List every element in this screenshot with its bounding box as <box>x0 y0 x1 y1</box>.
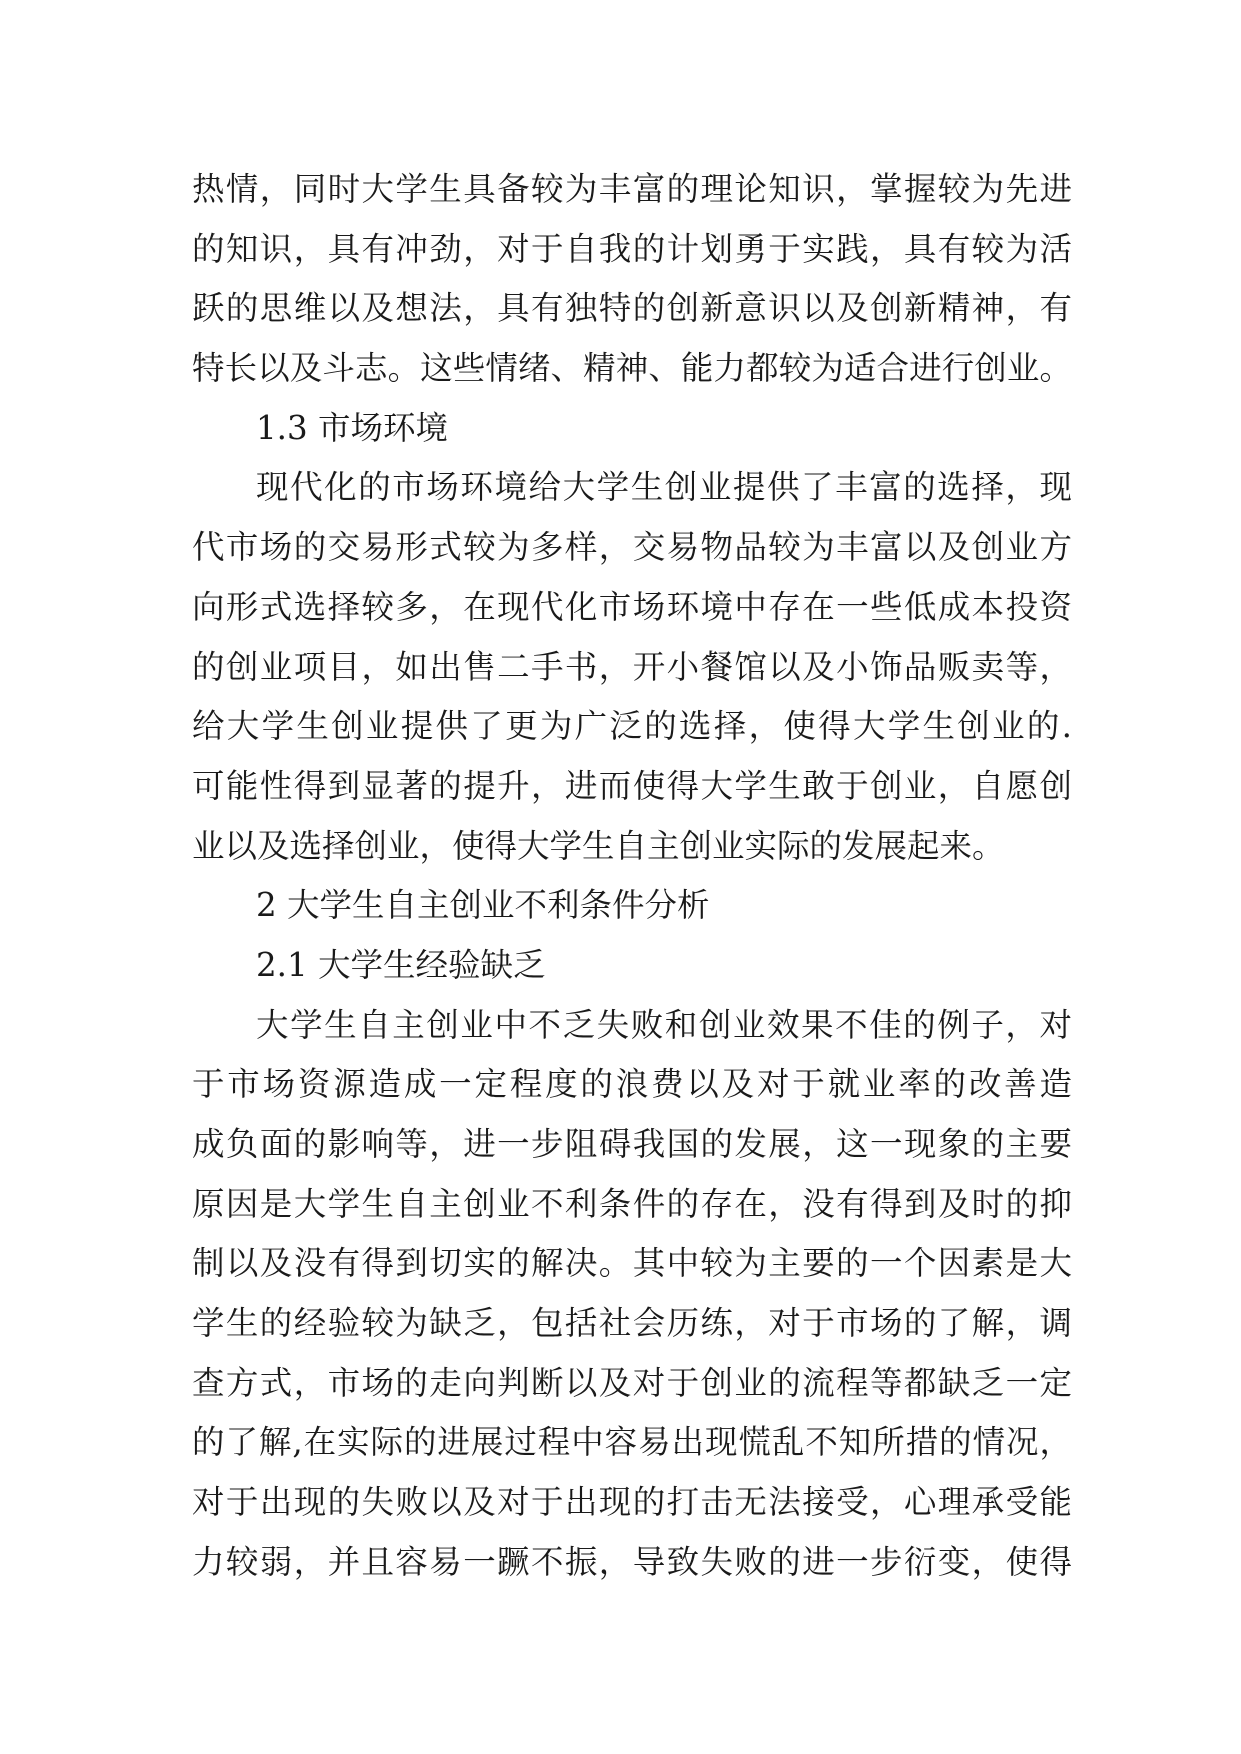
text-line: 的知识，具有冲劲，对于自我的计划勇于实践，具有较为活 <box>192 229 1072 268</box>
text-line: 特长以及斗志。这些情绪、精神、能力都较为适合进行创业。 <box>192 349 1072 388</box>
section-heading: 1.3 市场环境 <box>256 408 449 447</box>
text-line: 的了解,在实际的进展过程中容易出现慌乱不知所措的情况， <box>192 1423 1072 1462</box>
body-text <box>192 160 1072 1593</box>
subsection-heading: 2.1 大学生经验缺乏 <box>256 945 546 984</box>
text-line: 制以及没有得到切实的解决。其中较为主要的一个因素是大 <box>192 1244 1072 1283</box>
text-line: 成负面的影响等，进一步阻碍我国的发展，这一现象的主要 <box>192 1125 1072 1163</box>
text-line: 热情，同时大学生具备较为丰富的理论知识，掌握较为先进 <box>192 170 1072 208</box>
text-line: 学生的经验较为缺乏，包括社会历练，对于市场的了解，调 <box>192 1304 1072 1343</box>
section-heading: 2 大学生自主创业不利条件分析 <box>256 886 710 925</box>
text-line: 向形式选择较多，在现代化市场环境中存在一些低成本投资 <box>192 587 1072 626</box>
text-line: 给大学生创业提供了更为广泛的选择，使得大学生创业的. <box>192 707 1072 746</box>
text-line: 跃的思维以及想法，具有独特的创新意识以及创新精神，有 <box>192 289 1072 328</box>
text-line: 的创业项目，如出售二手书，开小餐馆以及小饰品贩卖等， <box>192 647 1072 686</box>
text-line: 代市场的交易形式较为多样，交易物品较为丰富以及创业方 <box>192 528 1072 567</box>
paragraph-last-line: 业以及选择创业，使得大学生自主创业实际的发展起来。 <box>192 826 1005 865</box>
text-line: 于市场资源造成一定程度的浪费以及对于就业率的改善造 <box>192 1065 1072 1104</box>
text-line: 力较弱，并且容易一蹶不振，导致失败的进一步衍变，使得 <box>192 1542 1072 1581</box>
paragraph-first-line: 现代化的市场环境给大学生创业提供了丰富的选择，现 <box>256 468 1072 507</box>
paragraph-first-line: 大学生自主创业中不乏失败和创业效果不佳的例子，对 <box>256 1005 1072 1044</box>
text-line: 查方式，市场的走向判断以及对于创业的流程等都缺乏一定 <box>192 1363 1072 1402</box>
text-line: 原因是大学生自主创业不利条件的存在，没有得到及时的抑 <box>192 1184 1072 1223</box>
text-line: 对于出现的失败以及对于出现的打击无法接受，心理承受能 <box>192 1483 1072 1522</box>
text-line: 可能性得到显著的提升，进而使得大学生敢于创业，自愿创 <box>192 766 1072 805</box>
